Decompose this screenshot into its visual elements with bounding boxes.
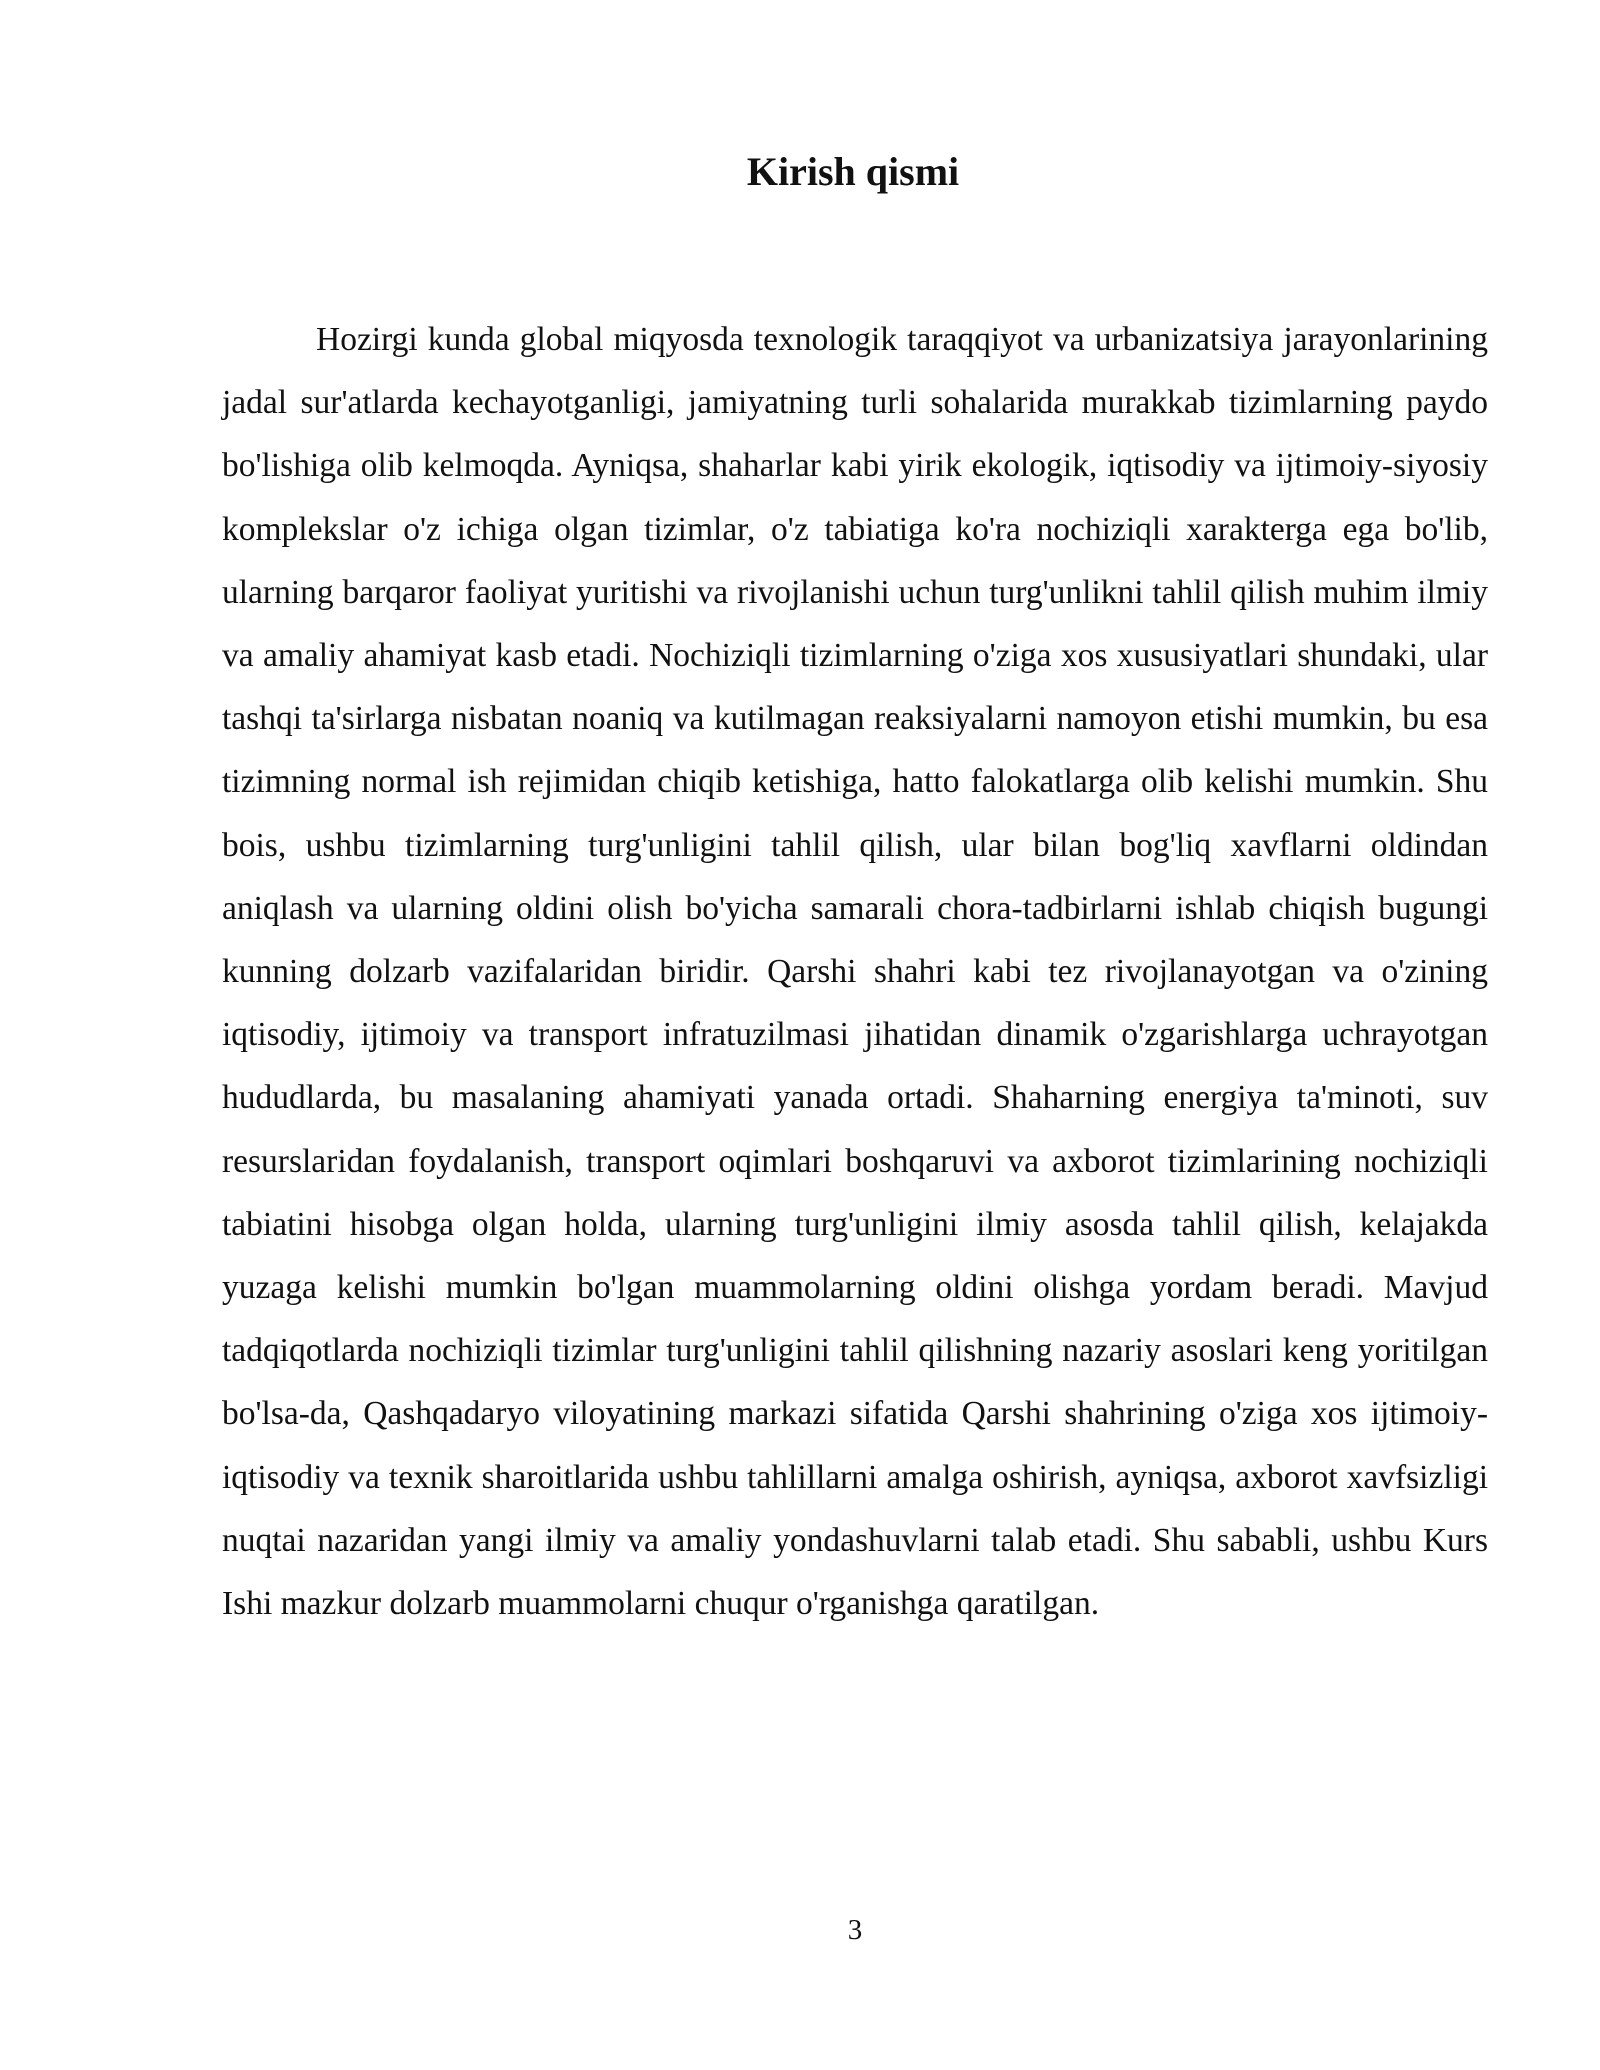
body-paragraph: Hozirgi kunda global miqyosda texnologik taraqqiyot va urbanizatsiya jarayonlarining jadal sur'atlarda kechayotganligi, jamiyatning turli sohalarida murakkab tizimlarning paydo bo'lishiga olib kelmoqda. Ayniqsa, shaharlar kabi yirik ekologik, iqtisodiy va ijtimoiy-siyosiy komplekslar o'z ichiga olgan tizimlar, o'z tabiatiga ko'ra nochiziqli xarakterga ega bo'lib, ularning barqaror faoliyat yuritishi va rivojlanishi uchun turg'unlikni tahlil qilish muhim ilmiy va amaliy ahamiyat kasb etadi. Nochiziqli tizimlarning o'ziga xos xususiyatlari shundaki, ular tashqi ta'sirlarga nisbatan noaniq va kutilmagan reaksiyalarni namoyon etishi mumkin, bu esa tizimning normal ish rejimidan chiqib ketishiga, hatto falokatlarga olib kelishi mumkin. Shu bois, ushbu tizimlarning turg'unligini tahlil qilish, ular bilan bog'liq xavflarni oldindan aniqlash va ularning oldini olish bo'yicha samarali chora-tadbirlarni ishlab chiqish bugungi kunning dolzarb vazifalaridan biridir. Qarshi shahri kabi tez rivojlanayotgan va o'zining iqtisodiy, ijtimoiy va transport infratuzilmasi jihatidan dinamik o'zgarishlarga uchrayotgan hududlarda, bu masalaning ahamiyati yanada ortadi. Shaharning energiya ta'minoti, suv resurslaridan foydalanish, transport oqimlari boshqaruvi va axborot tizimlarining nochiziqli tabiatini hisobga olgan holda, ularning turg'unligini ilmiy asosda tahlil qilish, kelajakda yuzaga kelishi mumkin bo'lgan muammolarning oldini olishga yordam beradi. Mavjud tadqiqotlarda nochiziqli tizimlar turg'unligini tahlil qilishning nazariy asoslari keng yoritilgan bo'lsa-da, Qashqadaryo viloyatining markazi sifatida Qarshi shahrining o'ziga xos ijtimoiy-iqtisodiy va texnik sharoitlarida ushbu tahlillarni amalga oshirish, ayniqsa, axborot xavfsizligi nuqtai nazaridan yangi ilmiy va amaliy yondashuvlarni talab etadi. Shu sababli, ushbu Kurs Ishi mazkur dolzarb muammolarni chuqur o'rganishga qaratilgan. [222,321,1488,1623]
page-number: 3 [847,1914,863,1946]
section-title: Kirish qismi [746,149,960,194]
